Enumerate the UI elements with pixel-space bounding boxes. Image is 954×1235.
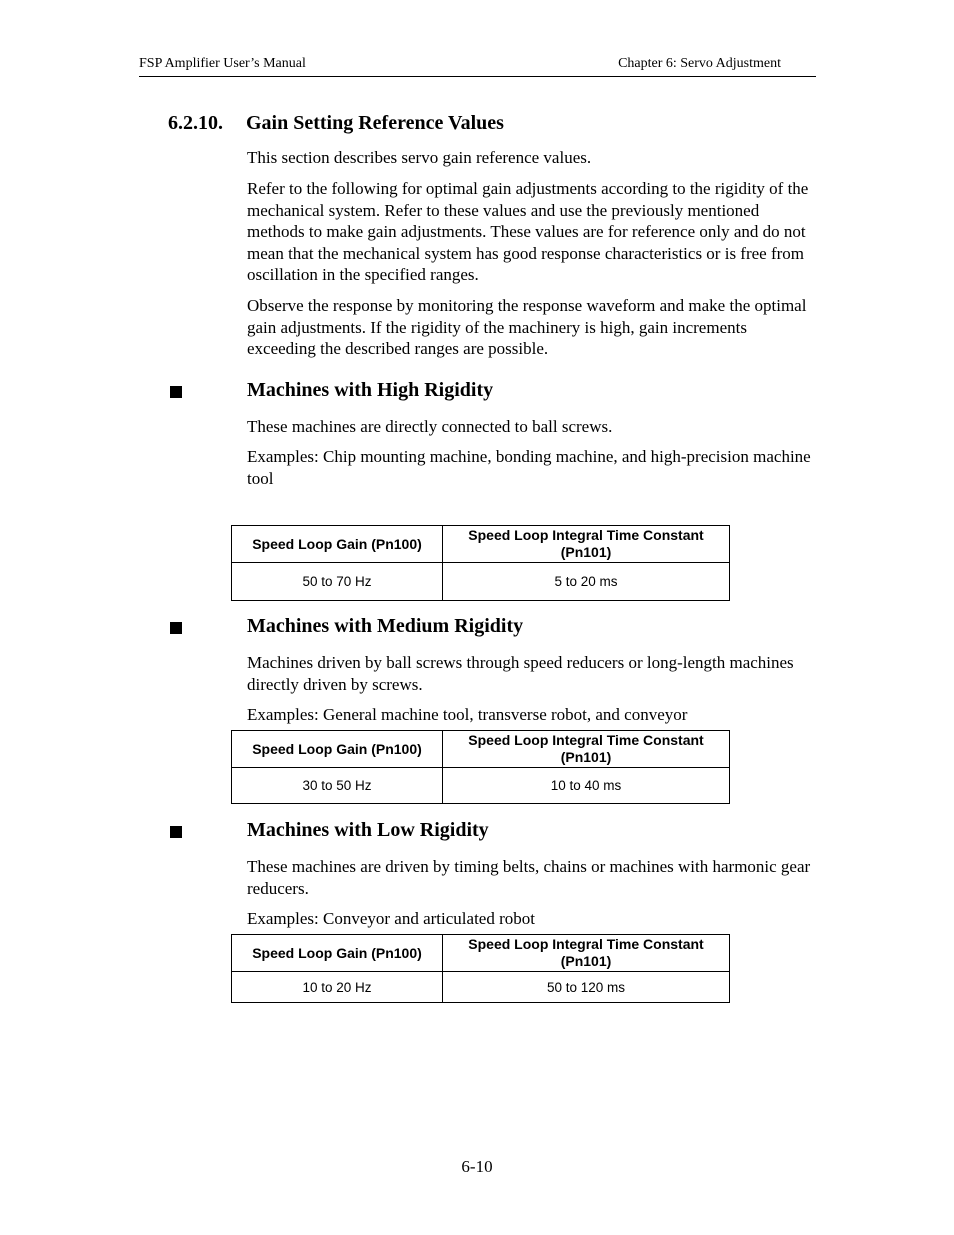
table-header-gain: Speed Loop Gain (Pn100) [232,526,443,563]
page-number: 6-10 [461,1157,493,1176]
intro-paragraph: This section describes servo gain reference values. [247,148,592,167]
section-title: Gain Setting Reference Values [246,112,504,134]
medium-rigidity-heading: Machines with Medium Rigidity [247,615,524,637]
low-gain-value: 10 to 20 Hz [232,972,443,1003]
table-header-time-constant: Speed Loop Integral Time Constant (Pn101) [443,935,730,972]
low-rigidity-examples: Examples: Conveyor and articulated robot [247,909,535,928]
reference-paragraph: Refer to the following for optimal gain adjustments according to the rigidity of the mechanical system. Refer to these values and use the previously mentioned methods to make gain adjustments. These values are for reference only and do not mean that the mechanical system has good response characteristics or is free from oscillation in the specified ranges. [247,179,809,284]
low-rigidity-table [231,934,730,1003]
page-header [139,56,816,77]
header-chapter-title: Chapter 6: Servo Adjustment [618,56,781,71]
low-rigidity-description: These machines are driven by timing belts, chains or machines with harmonic gear reducers. [247,857,811,898]
medium-rigidity-table [231,730,730,804]
observe-paragraph: Observe the response by monitoring the response waveform and make the optimal gain adjustments. If the rigidity of the machinery is high, gain increments exceeding the described ranges are possible. [247,296,807,358]
medium-rigidity-description: Machines driven by ball screws through speed reducers or long-length machines directly driven by screws. [247,653,794,694]
low-time-value: 50 to 120 ms [443,972,730,1003]
medium-gain-value: 30 to 50 Hz [232,768,443,804]
table-header-time-constant: Speed Loop Integral Time Constant (Pn101) [443,731,730,768]
table-header-gain: Speed Loop Gain (Pn100) [232,935,443,972]
square-bullet-icon [170,826,182,838]
high-rigidity-heading: Machines with High Rigidity [247,379,494,401]
medium-time-value: 10 to 40 ms [443,768,730,804]
high-rigidity-examples: Examples: Chip mounting machine, bonding machine, and high-precision machine tool [247,447,811,488]
square-bullet-icon [170,386,182,398]
table-header-gain: Speed Loop Gain (Pn100) [232,731,443,768]
high-rigidity-description: These machines are directly connected to ball screws. [247,417,613,436]
table-header-time-constant: Speed Loop Integral Time Constant (Pn101) [443,526,730,563]
low-rigidity-heading: Machines with Low Rigidity [247,819,489,841]
square-bullet-icon [170,622,182,634]
section-heading [168,112,504,135]
medium-rigidity-examples: Examples: General machine tool, transverse robot, and conveyor [247,705,688,724]
header-manual-title: FSP Amplifier User’s Manual [139,56,306,71]
high-rigidity-table [231,525,730,601]
high-time-value: 5 to 20 ms [443,563,730,601]
section-number: 6.2.10. [168,112,223,134]
high-gain-value: 50 to 70 Hz [232,563,443,601]
